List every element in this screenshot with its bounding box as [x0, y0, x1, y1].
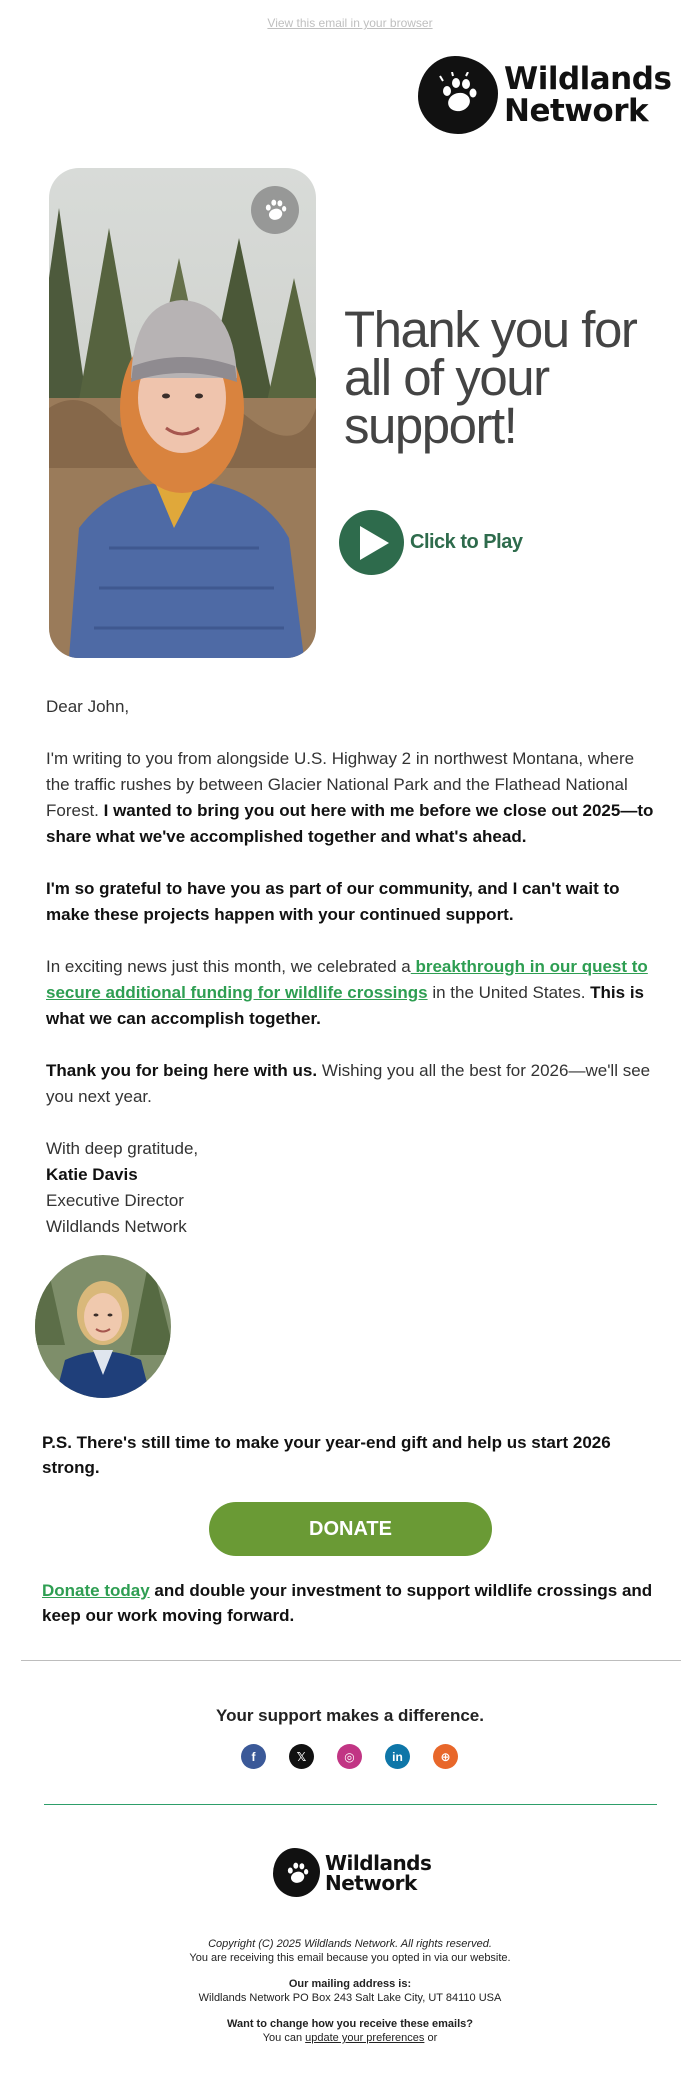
- closing: With deep gratitude,: [46, 1139, 199, 1158]
- ps-text: P.S. There's still time to make your year-end gift and help us start 2026 strong.: [42, 1433, 611, 1477]
- logo-wordmark: [504, 63, 671, 127]
- copyright: Copyright (C) 2025 Wildlands Network. All rights reserved.: [208, 1938, 492, 1950]
- divider-green: [44, 1804, 657, 1805]
- letter-body: [46, 694, 658, 1240]
- logo-line1: Wildlands: [504, 61, 672, 97]
- p4-bold: Thank you for being here with us.: [46, 1061, 318, 1080]
- funding-breakthrough-link[interactable]: breakthrough in our quest to secure additional funding for wildlife crossings: [46, 957, 648, 1002]
- p2-bold: I'm so grateful to have you as part of our community, and I can't wait to make these projects happen with your continued support.: [46, 879, 620, 924]
- signature-block: [46, 1136, 658, 1240]
- greeting: Dear John,: [46, 697, 130, 716]
- footer-logo[interactable]: [273, 1848, 431, 1897]
- receiving-notice: You are receiving this email because you opted in via our website.: [189, 1952, 511, 1964]
- paw-logo-icon: [273, 1848, 320, 1897]
- mailing-address: Wildlands Network PO Box 243 Salt Lake City, UT 84110 USA: [198, 1992, 502, 2004]
- hero-title: Thank you for all of your support!: [344, 301, 637, 454]
- p1-bold: I wanted to bring you out here with me before we close out 2025—to share what we've accomplished together and what's ahead.: [46, 801, 654, 846]
- p4-text: Wishing you all the best for 2026—we'll see you next year.: [46, 1061, 651, 1106]
- footer-logo-line2: Network: [325, 1870, 417, 1895]
- paw-logo-icon: [418, 56, 498, 134]
- you-can-text: You can: [262, 2032, 306, 2044]
- divider: [21, 1660, 681, 1661]
- donate-button[interactable]: DONATE: [209, 1502, 492, 1556]
- paragraph-1: [46, 746, 658, 850]
- play-icon[interactable]: [339, 510, 404, 575]
- preferences-line: [0, 2031, 700, 2045]
- paw-badge-icon: [251, 186, 299, 234]
- paragraph-2: [46, 876, 658, 928]
- paragraph-4: [46, 1058, 658, 1110]
- update-preferences-link[interactable]: update your preferences: [305, 2032, 425, 2044]
- video-thumbnail[interactable]: [49, 168, 316, 658]
- wildlands-logo[interactable]: [418, 56, 671, 134]
- p1-text: I'm writing to you from alongside U.S. Highway 2 in northwest Montana, where the traffic rushes by between Glacier National Park and the Flathead National Forest.: [46, 749, 635, 820]
- signer-org: Wildlands Network: [46, 1217, 187, 1236]
- facebook-icon[interactable]: f: [241, 1744, 266, 1769]
- x-icon[interactable]: 𝕏: [289, 1744, 314, 1769]
- linkedin-icon[interactable]: in: [385, 1744, 410, 1769]
- footer: [0, 1937, 700, 2045]
- donate-note-text: and double your investment to support wildlife crossings and keep our work moving forward.: [42, 1581, 653, 1625]
- signer-name: [46, 1162, 658, 1188]
- support-heading: Your support makes a difference.: [216, 1706, 484, 1725]
- signer-avatar: [35, 1255, 171, 1398]
- footer-logo-wordmark: [325, 1850, 432, 1895]
- donate-today-link[interactable]: Donate today: [42, 1581, 150, 1600]
- p3-text: In exciting news just this month, we celebrated a: [46, 957, 411, 976]
- or-text: or: [424, 2032, 438, 2044]
- change-heading-text: Want to change how you receive these emails?: [227, 2018, 473, 2030]
- website-icon[interactable]: ⊕: [433, 1744, 458, 1769]
- signer-name-text: Katie Davis: [46, 1165, 138, 1184]
- social-links: [241, 1744, 481, 1769]
- logo-line2: Network: [504, 93, 649, 129]
- signer-title: Executive Director: [46, 1191, 184, 1210]
- view-in-browser-link[interactable]: View this email in your browser: [267, 16, 433, 30]
- instagram-icon[interactable]: ◎: [337, 1744, 362, 1769]
- click-to-play[interactable]: [339, 510, 522, 575]
- footer-logo-line1: Wildlands: [325, 1850, 432, 1875]
- mailing-label-text: Our mailing address is:: [288, 1978, 412, 1990]
- paragraph-3: [46, 954, 658, 1032]
- change-heading: [0, 2017, 700, 2031]
- p3-bold: This is what we can accomplish together.: [46, 983, 645, 1028]
- donate-note: [42, 1578, 662, 1628]
- play-label[interactable]: Click to Play: [410, 531, 523, 553]
- p3-after: in the United States.: [427, 983, 591, 1002]
- mailing-label: [0, 1977, 700, 1991]
